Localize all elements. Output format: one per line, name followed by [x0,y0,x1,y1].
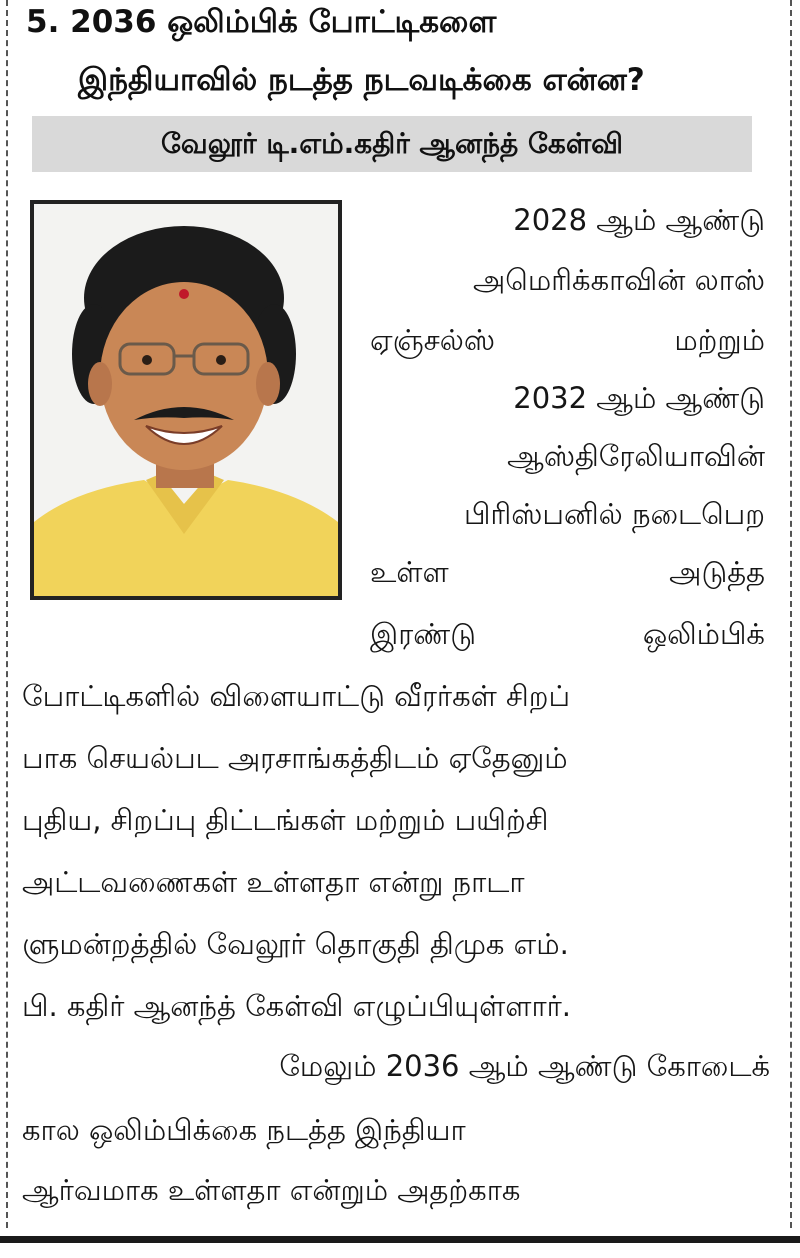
article-line: மேலும் 2036 ஆம் ஆண்டு கோடைக் [279,1049,770,1083]
article-line: ஆஸ்திரேலியாவின் [507,439,765,473]
portrait-photo [30,200,342,600]
article-line [370,552,765,592]
byline-bar [32,116,752,172]
headline-line-1: 5. 2036 ஒலிம்பிக் போட்டிகளை [26,4,497,40]
article-word: இரண்டு [370,617,476,651]
article-line: ளுமன்றத்தில் வேலூர் தொகுதி திமுக எம். [22,927,569,961]
article-line: பாக செயல்பட அரசாங்கத்திடம் ஏதேனும் [22,741,568,775]
article-word: மற்றும் [674,323,765,357]
byline: வேலூர் டி.எம்.கதிர் ஆனந்த் கேள்வி [161,127,623,160]
article-line: கால ஒலிம்பிக்கை நடத்த இந்தியா [22,1113,466,1147]
headline-line-2: இந்தியாவில் நடத்த நடவடிக்கை என்ன? [78,62,645,98]
article-word: அடுத்த [669,555,765,589]
portrait-illustration [34,204,338,596]
right-dashed-border [790,0,792,1228]
article-line: பி. கதிர் ஆனந்த் கேள்வி எழுப்பியுள்ளார். [22,989,571,1023]
article-word: உள்ள [370,555,449,589]
article-line [370,320,765,360]
bottom-rule [0,1236,800,1243]
article-line: அட்டவணைகள் உள்ளதா என்று நாடா [22,865,525,899]
article-line: பிரிஸ்பனில் நடைபெற [463,497,765,531]
article-line: போட்டிகளில் விளையாட்டு வீரர்கள் சிறப் [22,679,571,713]
article-word: ஏஞ்சல்ஸ் [370,323,496,357]
article-line: 2028 ஆம் ஆண்டு [513,203,765,237]
article-line [370,614,765,654]
article-line: அமெரிக்காவின் லாஸ் [473,263,765,297]
article-word: ஒலிம்பிக் [642,617,765,651]
left-dashed-border [6,0,8,1228]
article-line: புதிய, சிறப்பு திட்டங்கள் மற்றும் பயிற்சி [22,803,549,837]
article-line: ஆர்வமாக உள்ளதா என்றும் அதற்காக [22,1173,521,1207]
article-line: 2032 ஆம் ஆண்டு [513,381,765,415]
